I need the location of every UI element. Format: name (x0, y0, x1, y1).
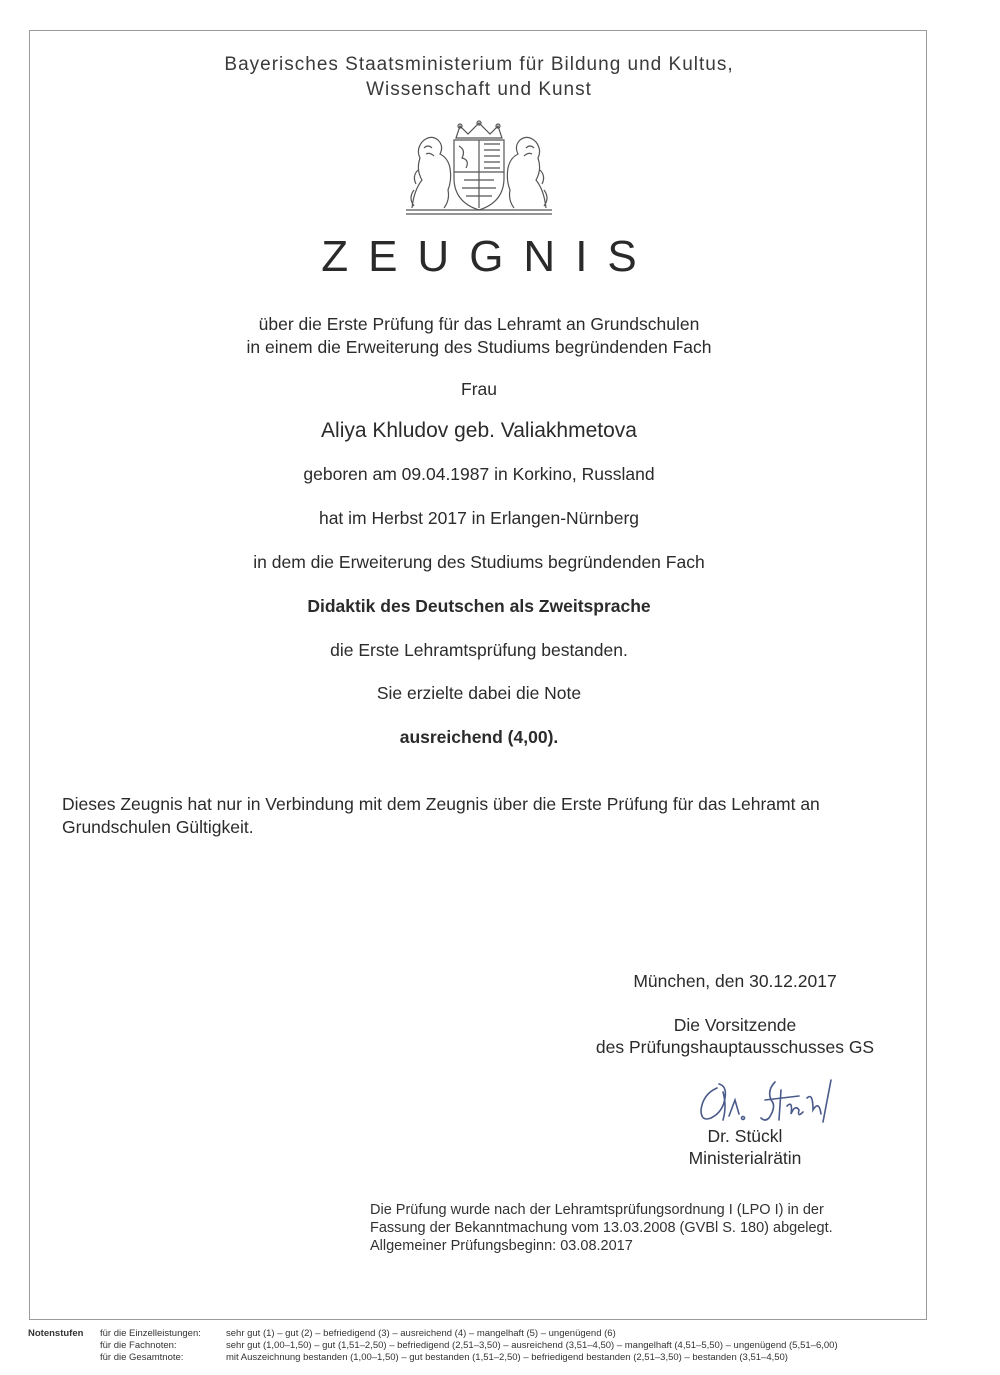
legal-basis-line-1: Die Prüfung wurde nach der Lehramtsprüfungsordnung I (LPO I) in der (370, 1202, 824, 1218)
validity-note-line-1: Dieses Zeugnis hat nur in Verbindung mit dem Zeugnis über die Erste Prüfung für das Lehramt an (62, 794, 820, 814)
grade-scale-label: für die Gesamtnote: (100, 1352, 184, 1363)
validity-note-line-2: Grundschulen Gültigkeit. (62, 817, 254, 837)
grade-scale-row (28, 1340, 968, 1352)
signatory-role-line-1: Die Vorsitzende (673, 1015, 797, 1035)
salutation: Frau (461, 379, 497, 399)
grade-scale-row (28, 1352, 968, 1364)
exam-description-line-1: über die Erste Prüfung für das Lehramt an Grundschulen (258, 314, 700, 334)
subject-name: Didaktik des Deutschen als Zweitsprache (307, 596, 651, 616)
legal-basis-line-2: Fassung der Bekanntmachung vom 13.03.2008 (GVBl S. 180) abgelegt. (370, 1220, 833, 1236)
grade-scale-label: für die Einzelleistungen: (100, 1328, 201, 1339)
grade-scale-text: mit Auszeichnung bestanden (1,00–1,50) – gut bestanden (1,51–2,50) – befriedigend bestanden (2,51–3,50) – bestanden (3,51–4,50) (226, 1352, 788, 1363)
coat-of-arms-icon (404, 120, 554, 218)
handwritten-signature (695, 1070, 855, 1130)
signatory-name: Dr. Stückl (707, 1126, 783, 1146)
grade-scale-legend (28, 1328, 968, 1364)
exam-period: hat im Herbst 2017 in Erlangen-Nürnberg (318, 508, 640, 528)
final-grade: ausreichend (4,00). (399, 727, 559, 747)
grade-scale-row (28, 1328, 968, 1340)
ministry-line-2: Wissenschaft und Kunst (366, 79, 592, 100)
document-title: ZEUGNIS (321, 232, 657, 281)
grade-scale-text: sehr gut (1,00–1,50) – gut (1,51–2,50) – befriedigend (2,51–3,50) – ausreichend (3,51–4,50) – mangelhaft (4,51–5,50) – ungenügend (5,51–6,00) (226, 1340, 838, 1351)
issuing-authority (30, 52, 928, 102)
signatory-role-line-2: des Prüfungshauptausschusses GS (595, 1037, 875, 1057)
signatory-role (560, 1014, 910, 1058)
exam-description (30, 313, 928, 359)
candidate-name: Aliya Khludov geb. Valiakhmetova (321, 419, 637, 442)
grade-scale-heading: Notenstufen (28, 1328, 84, 1339)
grade-intro: Sie erzielte dabei die Note (376, 683, 582, 703)
signatory-details (640, 1125, 850, 1169)
signatory-title: Ministerialrätin (688, 1148, 802, 1168)
validity-note (62, 793, 912, 839)
place-date: München, den 30.12.2017 (633, 971, 837, 991)
ministry-line-1: Bayerisches Staatsministerium für Bildung und Kultus, (224, 54, 734, 75)
subject-intro: in dem die Erweiterung des Studiums begründenden Fach (253, 552, 705, 572)
birth-info: geboren am 09.04.1987 in Korkino, Russland (303, 464, 655, 484)
passed-statement: die Erste Lehramtsprüfung bestanden. (330, 640, 628, 660)
grade-scale-text: sehr gut (1) – gut (2) – befriedigend (3) – ausreichend (4) – mangelhaft (5) – ungenügend (6) (226, 1328, 616, 1339)
grade-scale-label: für die Fachnoten: (100, 1340, 177, 1351)
exam-description-line-2: in einem die Erweiterung des Studiums begründenden Fach (246, 337, 712, 357)
legal-basis-line-3: Allgemeiner Prüfungsbeginn: 03.08.2017 (370, 1238, 633, 1254)
legal-basis (370, 1201, 910, 1255)
